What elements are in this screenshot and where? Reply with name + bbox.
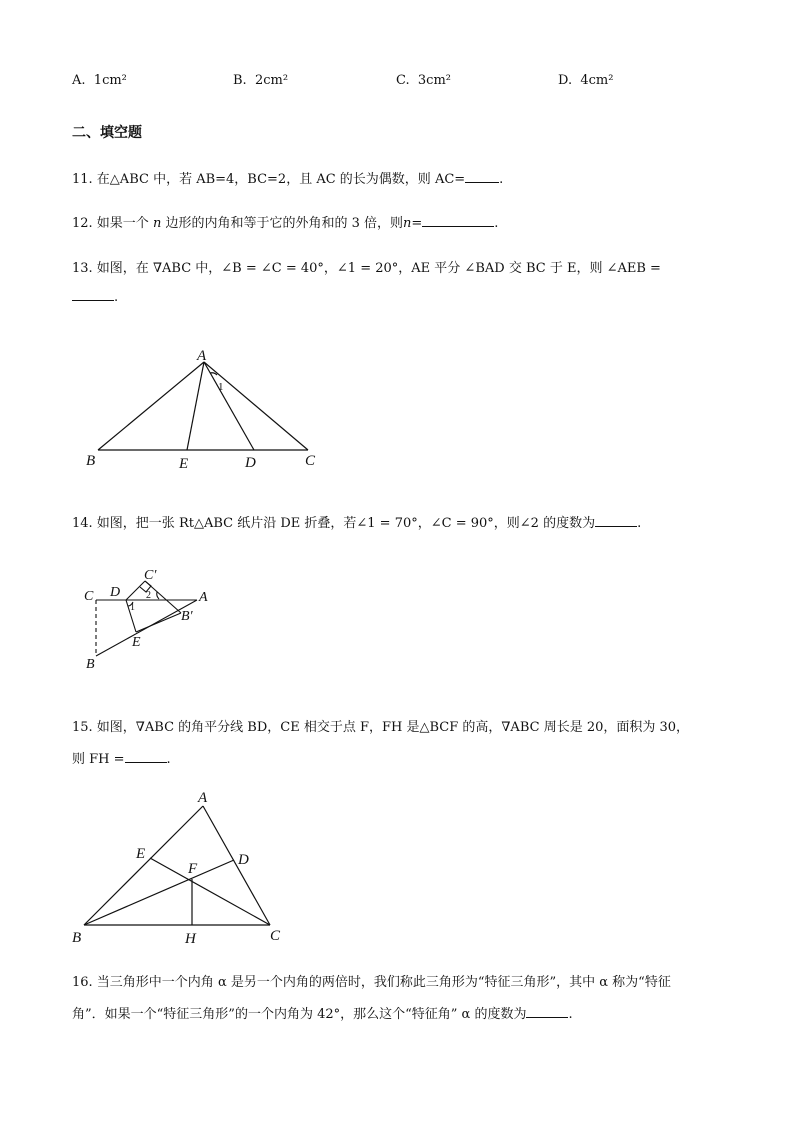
q15-label-e: E — [136, 846, 146, 862]
q15-end: . — [166, 752, 171, 767]
q15-label-a: A — [198, 790, 208, 806]
option-c-letter: C. — [396, 73, 410, 88]
q15-label-c: C — [270, 928, 281, 944]
q15-label-b: B — [72, 930, 82, 946]
option-d-value: 4cm² — [580, 73, 614, 88]
q14-segment-eb2 — [136, 613, 181, 632]
option-b-letter: B. — [233, 73, 247, 88]
q12-var2: n — [403, 216, 412, 231]
q12-pre: 12. 如果一个 — [72, 216, 149, 231]
q11-end: . — [499, 172, 504, 187]
q14-label-c: C — [84, 589, 94, 604]
q14-label-a: A — [199, 590, 208, 605]
q13-label-e: E — [179, 456, 189, 472]
q14-blank — [595, 514, 637, 527]
q15-line2-text: 则 FH = — [72, 752, 125, 767]
q13-segment-ae — [187, 362, 204, 450]
question-15-line-1: 15. 如图，∇ABC 的角平分线 BD，CE 相交于点 F，FH 是△BCF 的高，∇ABC 周长是 20，面积为 30， — [72, 720, 690, 735]
question-13-line-1: 13. 如图，在 ∇ABC 中，∠B = ∠C = 40°，∠1 = 20°，AE 平分 ∠BAD 交 BC 于 E，则 ∠AEB = — [72, 261, 661, 276]
q15-label-d: D — [238, 852, 249, 868]
option-a-value: 1cm² — [93, 73, 127, 88]
q15-blank — [125, 750, 167, 763]
q13-segment-ab — [98, 362, 204, 450]
option-c-value: 3cm² — [417, 73, 451, 88]
q15-label-h: H — [185, 931, 196, 947]
option-b-value: 2cm² — [254, 73, 289, 88]
question-16-line-1: 16. 当三角形中一个内角 α 是另一个内角的两倍时，我们称此三角形为“特征三角形”，其中 α 称为“特征 — [72, 975, 671, 990]
q14-label-2: 2 — [146, 590, 151, 601]
q14-label-c-prime: C′ — [144, 568, 157, 583]
q15-segment-ce — [150, 858, 270, 925]
question-14 — [72, 512, 641, 531]
q14-label-b-prime: B′ — [181, 609, 193, 624]
q13-end: . — [114, 290, 119, 305]
q12-end: . — [494, 216, 499, 231]
q13-segment-ad — [204, 362, 254, 450]
question-16-line-2 — [72, 1003, 573, 1022]
q12-mid: 边形的内角和等于它的外角和的 3 倍，则 — [165, 216, 404, 231]
q13-label-b: B — [86, 453, 96, 469]
q14-label-b: B — [86, 657, 95, 672]
option-d-letter: D. — [558, 73, 573, 88]
q14-segment-dc2 — [126, 581, 145, 600]
q14-label-e: E — [132, 635, 141, 650]
q15-segment-ac — [203, 806, 270, 925]
q15-segment-ab — [84, 806, 203, 925]
q12-eq: = — [411, 216, 423, 231]
q16-line2-text: 角”．如果一个“特征三角形”的一个内角为 42°，那么这个“特征角” α 的度数为 — [72, 1007, 527, 1022]
q14-end: . — [637, 516, 642, 531]
q12-var: n — [152, 216, 162, 231]
q13-label-c: C — [305, 453, 316, 469]
q16-blank — [526, 1005, 568, 1018]
q11-text: 11. 在△ABC 中，若 AB=4，BC=2，且 AC 的长为偶数，则 AC= — [72, 172, 466, 187]
question-15-line-2 — [72, 748, 171, 767]
q15-label-f: F — [188, 861, 198, 877]
q13-label-d: D — [245, 455, 256, 471]
q14-text: 14. 如图，把一张 Rt△ABC 纸片沿 DE 折叠，若∠1 = 70°，∠C = 90°，则∠2 的度数为 — [72, 516, 596, 531]
option-a-letter: A. — [72, 73, 86, 88]
q14-label-d: D — [110, 585, 121, 600]
q14-label-1: 1 — [130, 602, 135, 613]
q13-label-a: A — [197, 348, 207, 364]
section-title: 二、填空题 — [72, 125, 142, 141]
q16-end: . — [568, 1007, 573, 1022]
q13-segment-ac — [204, 362, 308, 450]
q13-label-1: 1 — [218, 381, 224, 393]
